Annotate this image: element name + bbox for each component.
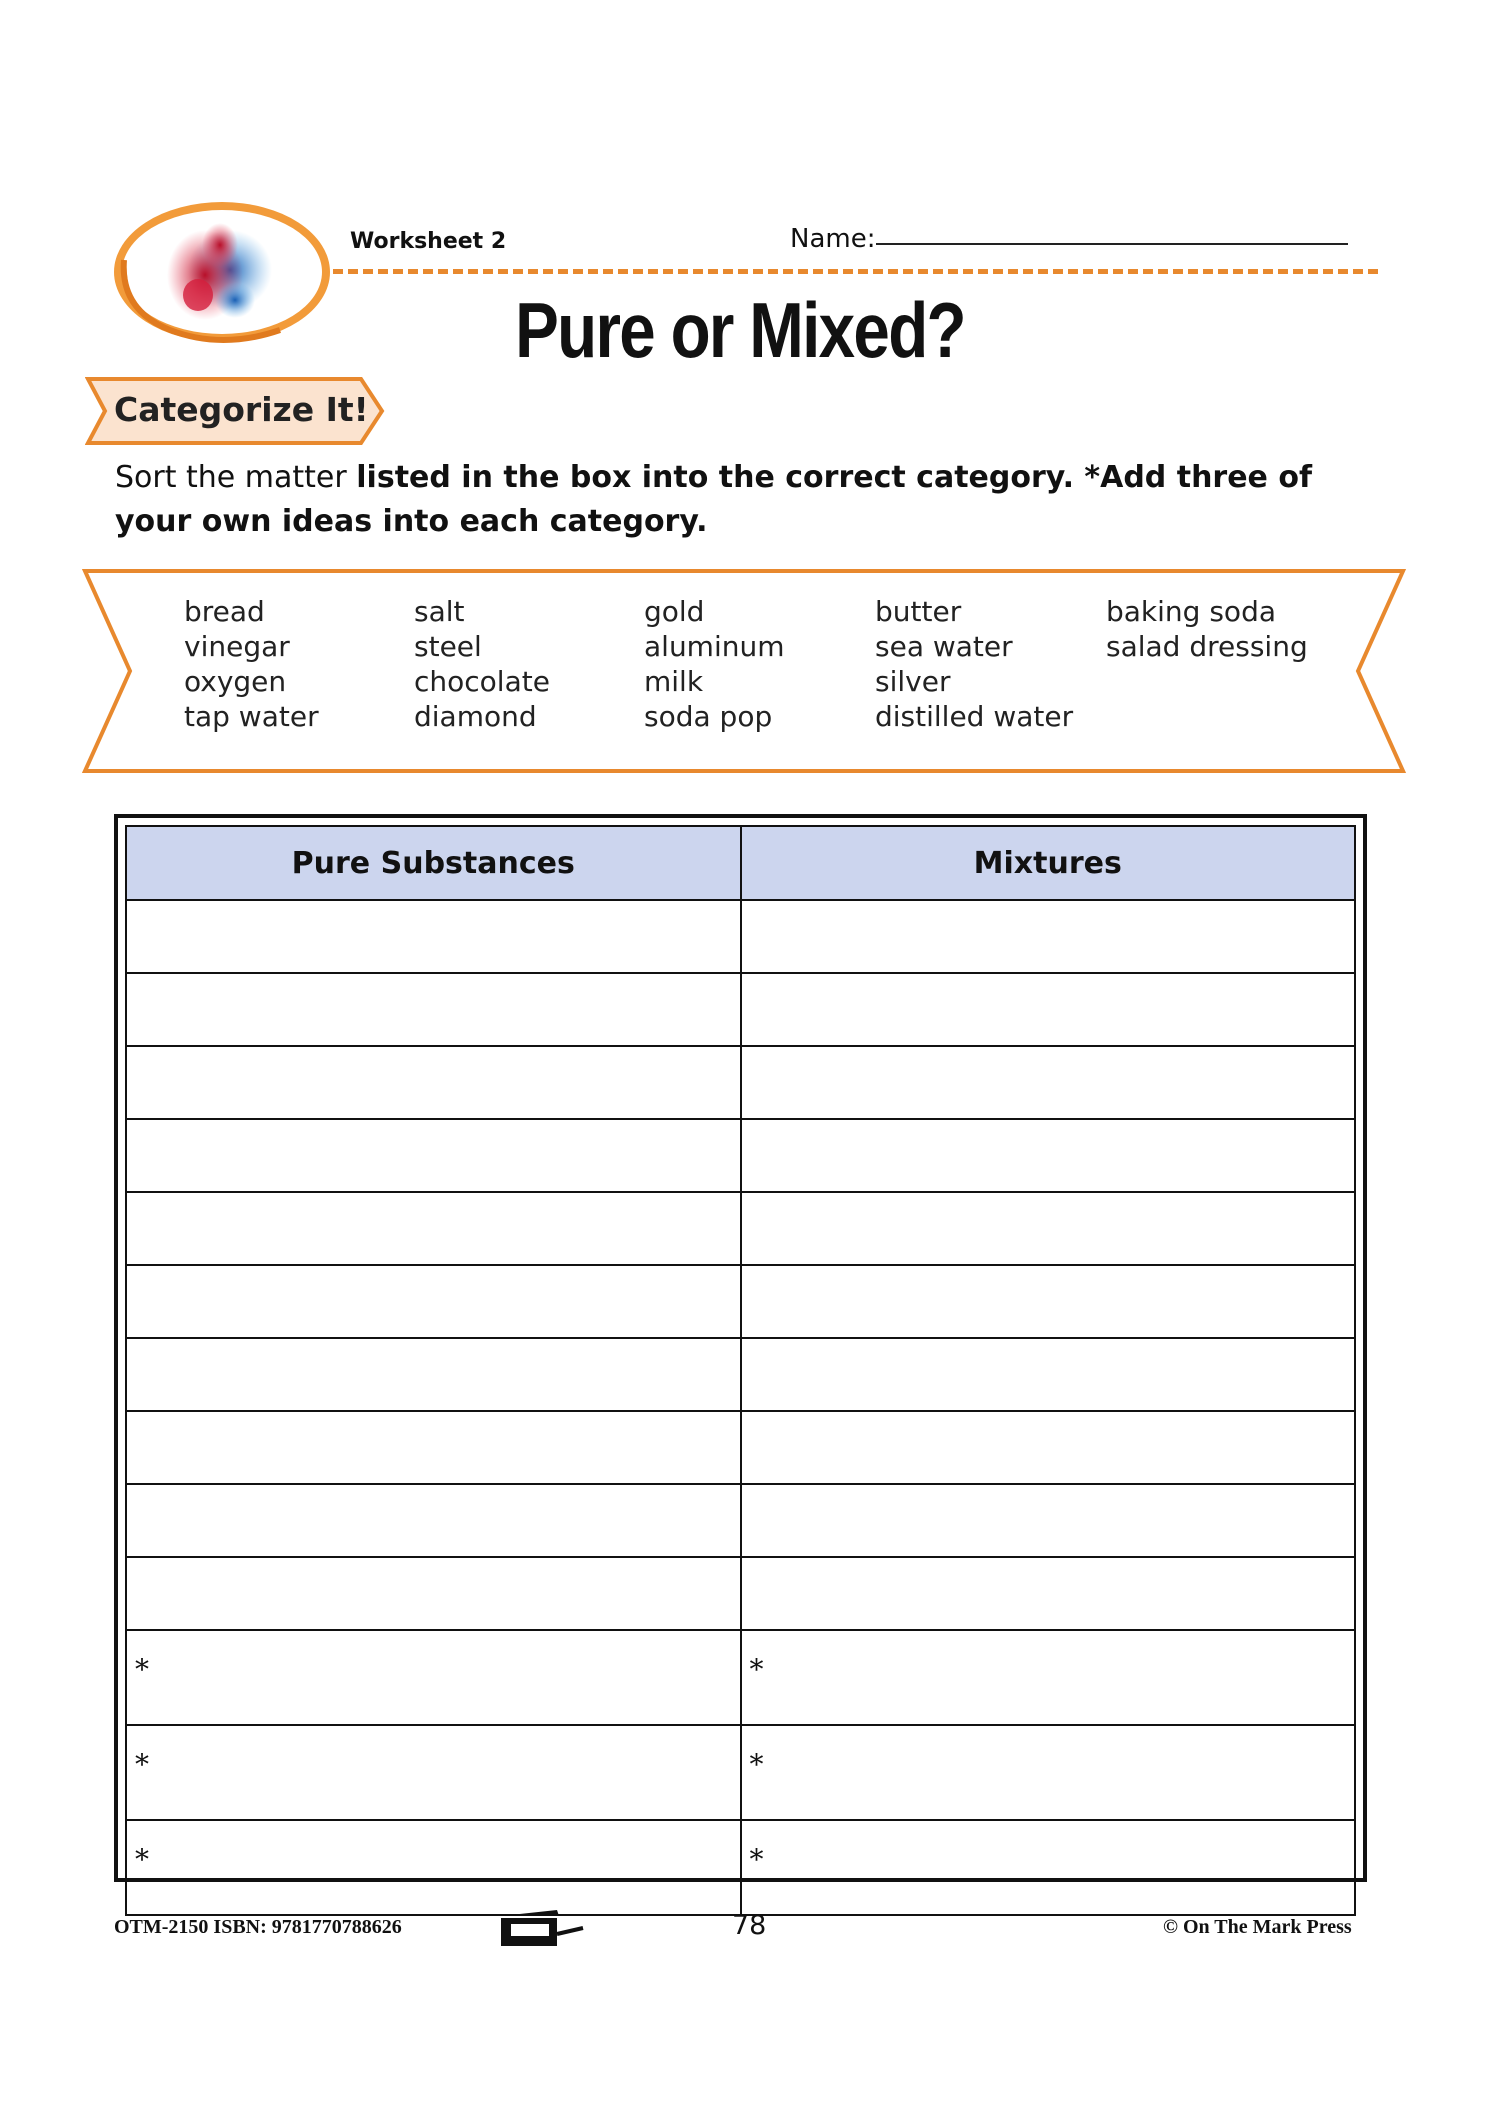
sort-table <box>125 825 1356 1916</box>
table-header-row <box>126 826 1355 900</box>
copier-icon <box>497 1906 587 1948</box>
pure-cell[interactable] <box>126 1119 741 1192</box>
word-item: salt <box>414 595 465 628</box>
table-row <box>126 1411 1355 1484</box>
pure-cell[interactable] <box>126 1338 741 1411</box>
table-row <box>126 1338 1355 1411</box>
word-item: baking soda <box>1106 595 1276 628</box>
word-item: aluminum <box>644 630 785 663</box>
instructions-part-3: *Add three of your own ideas into each category. <box>115 460 1313 539</box>
pure-own-idea-cell[interactable]: * <box>126 1820 741 1915</box>
word-item: butter <box>875 595 962 628</box>
footer-code: OTM-2150 ISBN: 9781770788626 <box>114 1916 402 1938</box>
mixture-cell[interactable] <box>741 1557 1356 1630</box>
banner-label: Categorize It! <box>114 390 369 429</box>
word-item: silver <box>875 665 951 698</box>
pure-cell[interactable] <box>126 900 741 973</box>
mixture-cell[interactable] <box>741 1265 1356 1338</box>
table-row <box>126 1265 1355 1338</box>
pure-cell[interactable] <box>126 1192 741 1265</box>
mixture-cell[interactable] <box>741 1119 1356 1192</box>
mixture-cell[interactable] <box>741 1411 1356 1484</box>
word-item: bread <box>184 595 265 628</box>
word-column <box>644 594 864 734</box>
word-column <box>414 594 634 734</box>
table-row <box>126 1630 1355 1725</box>
instructions <box>115 456 1365 544</box>
worksheet-label: Worksheet 2 <box>350 229 507 254</box>
word-column <box>875 594 1095 734</box>
word-item: tap water <box>184 700 319 733</box>
table-row <box>126 1192 1355 1265</box>
ink-in-water-photo-icon <box>110 200 335 350</box>
pure-cell[interactable] <box>126 1046 741 1119</box>
mixture-cell[interactable] <box>741 900 1356 973</box>
word-item: oxygen <box>184 665 287 698</box>
word-item: salad dressing <box>1106 630 1308 663</box>
name-label: Name: <box>790 224 876 254</box>
word-column <box>1106 594 1326 664</box>
table-row <box>126 1484 1355 1557</box>
sort-table-frame <box>114 814 1367 1882</box>
mixture-cell[interactable] <box>741 973 1356 1046</box>
pure-cell[interactable] <box>126 1557 741 1630</box>
mixture-cell[interactable] <box>741 1484 1356 1557</box>
word-item: steel <box>414 630 482 663</box>
word-item: gold <box>644 595 705 628</box>
header-pure-substances: Pure Substances <box>126 826 741 900</box>
word-item: diamond <box>414 700 537 733</box>
word-item: chocolate <box>414 665 550 698</box>
name-input-line[interactable] <box>876 243 1348 245</box>
word-item: vinegar <box>184 630 290 663</box>
pure-own-idea-cell[interactable]: * <box>126 1725 741 1820</box>
word-item: sea water <box>875 630 1013 663</box>
pure-cell[interactable] <box>126 1265 741 1338</box>
table-row <box>126 900 1355 973</box>
mixture-own-idea-cell[interactable]: * <box>741 1820 1356 1915</box>
mixture-cell[interactable] <box>741 1046 1356 1119</box>
pure-cell[interactable] <box>126 1484 741 1557</box>
mixture-own-idea-cell[interactable]: * <box>741 1725 1356 1820</box>
mixture-cell[interactable] <box>741 1192 1356 1265</box>
word-item: distilled water <box>875 700 1074 733</box>
table-row <box>126 973 1355 1046</box>
table-row <box>126 1557 1355 1630</box>
pure-cell[interactable] <box>126 973 741 1046</box>
dashed-divider <box>333 269 1378 274</box>
table-row <box>126 1046 1355 1119</box>
word-item: milk <box>644 665 704 698</box>
pure-cell[interactable] <box>126 1411 741 1484</box>
mixture-own-idea-cell[interactable]: * <box>741 1630 1356 1725</box>
table-row <box>126 1119 1355 1192</box>
pure-own-idea-cell[interactable]: * <box>126 1630 741 1725</box>
footer-copyright: © On The Mark Press <box>1163 1916 1352 1938</box>
page-title: Pure or Mixed? <box>515 286 965 374</box>
word-column <box>184 594 404 734</box>
table-row <box>126 1820 1355 1915</box>
page-number: 78 <box>732 1910 767 1941</box>
instructions-part-1: Sort the matter <box>115 460 357 495</box>
table-row <box>126 1725 1355 1820</box>
mixture-cell[interactable] <box>741 1338 1356 1411</box>
word-item: soda pop <box>644 700 773 733</box>
header-mixtures: Mixtures <box>741 826 1356 900</box>
instructions-part-2: listed in the box into the correct category. <box>356 460 1085 495</box>
